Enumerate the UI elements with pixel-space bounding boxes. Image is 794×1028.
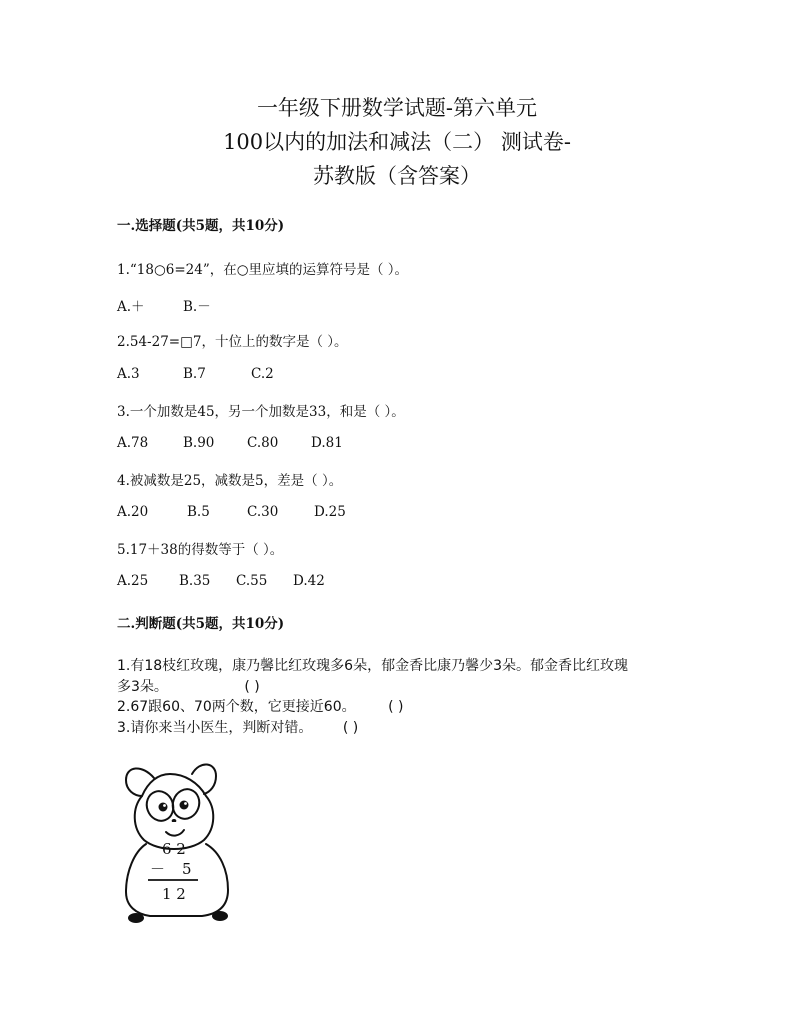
option-c: C.55 [236,573,268,589]
question-4-options [117,504,346,520]
option-c: C.2 [251,366,274,382]
question-3-options [117,435,343,451]
title-line-1: 一年级下册数学试题-第六单元 [256,96,538,120]
judge-question-2 [117,696,403,716]
calc-result: 1 2 [162,885,186,903]
option-d: D.81 [311,435,343,451]
option-a: A.20 [117,504,149,520]
question-2-options [117,366,274,382]
calc-operator: － [150,860,166,878]
judge-question-3 [117,717,358,737]
calc-subtrahend: 5 [182,860,192,878]
option-b: B.－ [183,299,211,315]
option-a: A.78 [117,435,149,451]
option-c: C.30 [247,504,279,520]
judge-question-1-text: 多3朵。 [117,679,168,695]
panda-drawing [120,756,250,926]
question-1-options [117,295,211,315]
answer-paren: ( ) [388,699,404,715]
question-4: 4.被减数是25，减数是5，差是（ ）。 [117,473,343,489]
panda-right-ear [192,764,216,794]
question-1: 1.“18○6=24”，在○里应填的运算符号是（ ）。 [117,262,409,278]
option-b: B.35 [179,573,211,589]
answer-paren: ( ) [244,679,260,695]
judge-question-1-line-2 [117,676,260,696]
option-d: D.25 [314,504,346,520]
calc-top: 6 2 [162,840,186,858]
option-a: A.3 [117,366,140,382]
answer-paren: ( ) [342,720,359,736]
option-b: B.7 [183,366,206,382]
judge-question-1-line-1: 1.有18枝红玫瑰，康乃馨比红玫瑰多6朵，郁金香比康乃馨少3朵。郁金香比红玫瑰 [117,658,628,674]
option-b: B.90 [183,435,215,451]
question-3: 3.一个加数是45，另一个加数是33，和是（ ）。 [117,404,405,420]
judge-question-3-text: 3.请你来当小医生，判断对错。 [117,720,313,736]
question-5-options [117,573,325,589]
title-line-2: 100以内的加法和减法（二） 测试卷- [223,130,571,154]
title-line-3: 苏教版（含答案） [313,164,481,188]
section-heading-judge: 二.判断题(共5题，共10分) [117,616,285,632]
option-c: C.80 [247,435,279,451]
question-5: 5.17＋38的得数等于（ ）。 [117,542,284,558]
option-a: A.＋ [117,299,145,315]
section-heading-choice: 一.选择题(共5题，共10分) [117,218,285,234]
judge-question-2-text: 2.67跟60、70两个数，它更接近60。 [117,699,356,715]
question-2: 2.54-27=□7，十位上的数字是（ ）。 [117,334,348,350]
option-b: B.5 [187,504,210,520]
option-a: A.25 [117,573,149,589]
option-d: D.42 [293,573,325,589]
panda-doctor-illustration [120,756,250,930]
